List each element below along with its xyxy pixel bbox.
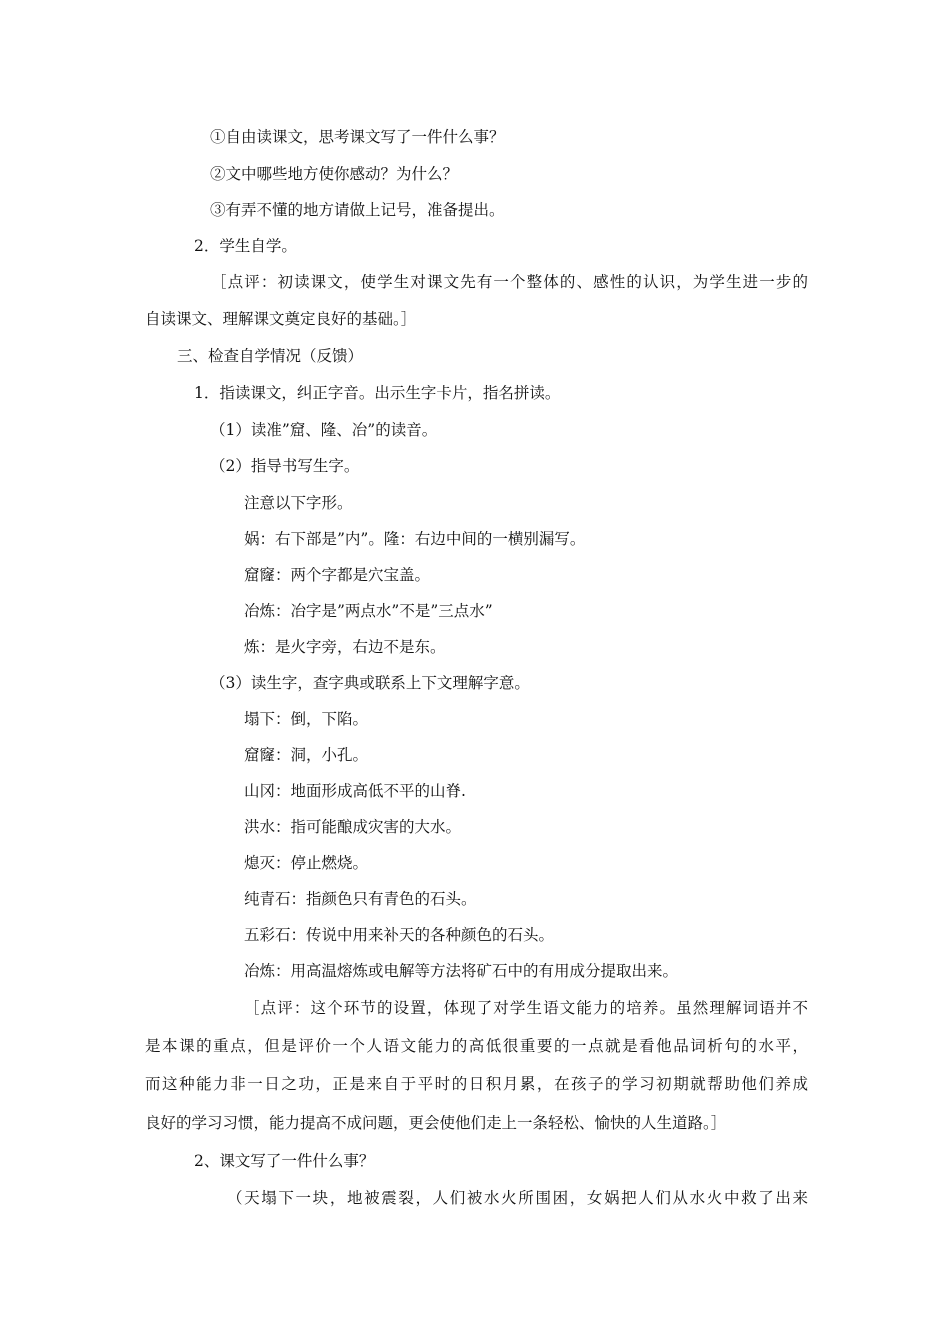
section-3-heading: 三、检查自学情况（反馈） bbox=[177, 347, 364, 365]
step-2b-heading: 2、课文写了一件什么事？ bbox=[194, 1152, 375, 1170]
vocab-shangang: 山冈：地面形成高低不平的山脊. bbox=[244, 782, 466, 800]
answer-line: （天塌下一块，地被震裂，人们被水火所围困，女娲把人们从水火中救了出来 bbox=[227, 1189, 808, 1207]
glyph-note-yelian: 冶炼：冶字是”两点水”不是”三点水” bbox=[244, 602, 493, 620]
question-3: ③有弄不懂的地方请做上记号，准备提出。 bbox=[210, 201, 505, 219]
vocab-kulong: 窟窿：洞，小孔。 bbox=[244, 746, 369, 764]
comment-2-line-4: 良好的学习习惯，能力提高不成问题，更会使他们走上一条轻松、愉快的人生道路。］ bbox=[145, 1114, 727, 1132]
glyph-note-wa: 娲：右下部是”内”。隆：右边中间的一横别漏写。 bbox=[244, 530, 586, 548]
question-2: ②文中哪些地方使你感动？为什么？ bbox=[210, 165, 459, 183]
comment-2-line-3: 而这种能力非一日之功，正是来自于平时的日积月累，在孩子的学习初期就帮助他们养成 bbox=[145, 1075, 808, 1093]
step-1-heading: 1．指读课文，纠正字音。出示生字卡片，指名拼读。 bbox=[194, 384, 561, 402]
glyph-note-lian: 炼：是火字旁，右边不是东。 bbox=[244, 638, 446, 656]
vocab-yelian: 冶炼：用高温熔炼或电解等方法将矿石中的有用成分提取出来。 bbox=[244, 962, 679, 980]
vocab-wucaishi: 五彩石：传说中用来补天的各种颜色的石头。 bbox=[244, 926, 555, 944]
sub-step-2: （2）指导书写生字。 bbox=[210, 457, 360, 475]
vocab-hongshui: 洪水：指可能酿成灾害的大水。 bbox=[244, 818, 462, 836]
vocab-ximie: 熄灭：停止燃烧。 bbox=[244, 854, 369, 872]
comment-2-line-1: ［点评：这个环节的设置，体现了对学生语文能力的培养。虽然理解词语并不 bbox=[244, 999, 808, 1017]
comment-1-line-1: ［点评：初读课文，使学生对课文先有一个整体的、感性的认识，为学生进一步的 bbox=[211, 273, 808, 291]
vocab-chunqingshi: 纯青石：指颜色只有青色的石头。 bbox=[244, 890, 477, 908]
comment-1-line-2: 自读课文、理解课文奠定良好的基础。］ bbox=[145, 310, 417, 328]
sub-step-3: （3）读生字，查字典或联系上下文理解字意。 bbox=[210, 674, 530, 692]
sub-step-1: （1）读准”窟、隆、冶”的读音。 bbox=[210, 421, 438, 439]
glyph-note-kulong: 窟窿：两个字都是穴宝盖。 bbox=[244, 566, 431, 584]
question-1: ①自由读课文，思考课文写了一件什么事？ bbox=[210, 128, 505, 146]
comment-2-line-2: 是本课的重点，但是评价一个人语文能力的高低很重要的一点就是看他品词析句的水平， bbox=[145, 1037, 808, 1055]
glyph-note-intro: 注意以下字形。 bbox=[244, 494, 353, 512]
vocab-taxia: 塌下：倒，下陷。 bbox=[244, 710, 369, 728]
step-2-heading: 2．学生自学。 bbox=[194, 237, 297, 255]
